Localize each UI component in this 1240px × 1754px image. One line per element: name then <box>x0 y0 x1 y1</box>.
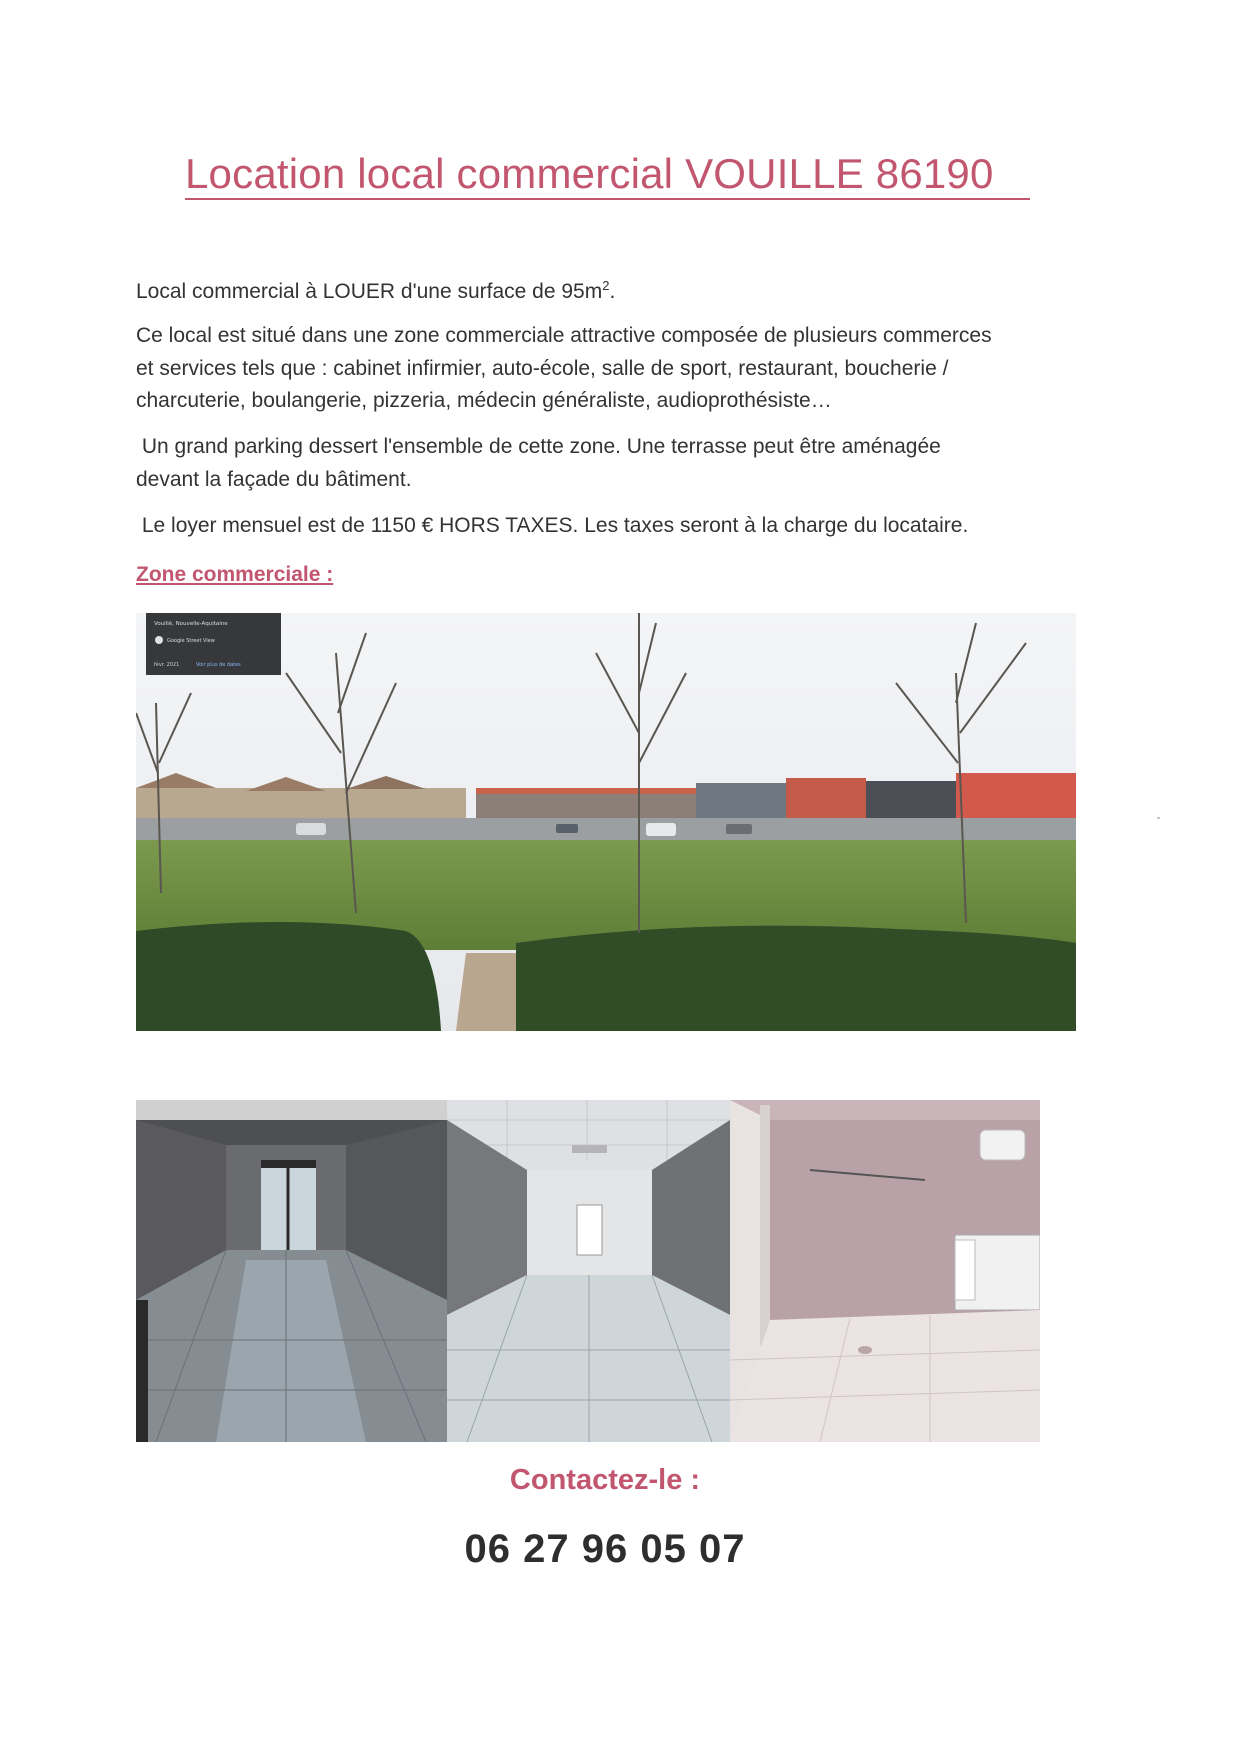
intro-text: Local commercial à LOUER d'une surface de 95m <box>136 280 603 303</box>
parking-line: devant la façade du bâtiment. <box>136 467 412 491</box>
interior-photo-hall <box>447 1100 730 1442</box>
phone-number: 06 27 96 05 07 <box>464 1527 746 1571</box>
intro-period: . <box>609 280 616 303</box>
parking-line: Un grand parking dessert l'ensemble de cette zone. Une terrasse peut être aménagée <box>136 435 941 458</box>
services-line: et services tels que : cabinet infirmier, auto-école, salle de sport, restaurant, boucherie / <box>136 356 949 380</box>
street-view-date: févr. 2021 <box>154 662 180 668</box>
page-title: Location local commercial VOUILLE 86190 <box>185 150 994 197</box>
parking-paragraph <box>136 431 1076 496</box>
interior-photo-entrance <box>136 1100 447 1442</box>
services-line: charcuterie, boulangerie, pizzeria, médecin généraliste, audioprothésiste… <box>136 389 832 412</box>
street-view-source: Google Street View <box>167 638 215 644</box>
interior-photo-back-room <box>730 1100 1040 1442</box>
rent-paragraph: Le loyer mensuel est de 1150 € HORS TAXES. Les taxes seront à la charge du locataire. <box>136 514 969 537</box>
services-line: Ce local est situé dans une zone commerciale attractive composée de plusieurs commerces <box>136 324 992 347</box>
street-view-photo <box>136 613 1076 1031</box>
street-view-location: Vouillé, Nouvelle-Aquitaine <box>154 621 228 627</box>
title-underline <box>185 198 1030 200</box>
intro-paragraph <box>136 270 1076 309</box>
services-paragraph <box>136 320 1076 418</box>
zone-commerciale-heading: Zone commerciale : <box>136 563 334 586</box>
scan-speck <box>1157 817 1160 819</box>
street-view-more-dates: Voir plus de dates <box>196 662 241 668</box>
intro-superscript: 2 <box>602 278 610 293</box>
contact-heading: Contactez-le : <box>509 1464 701 1496</box>
